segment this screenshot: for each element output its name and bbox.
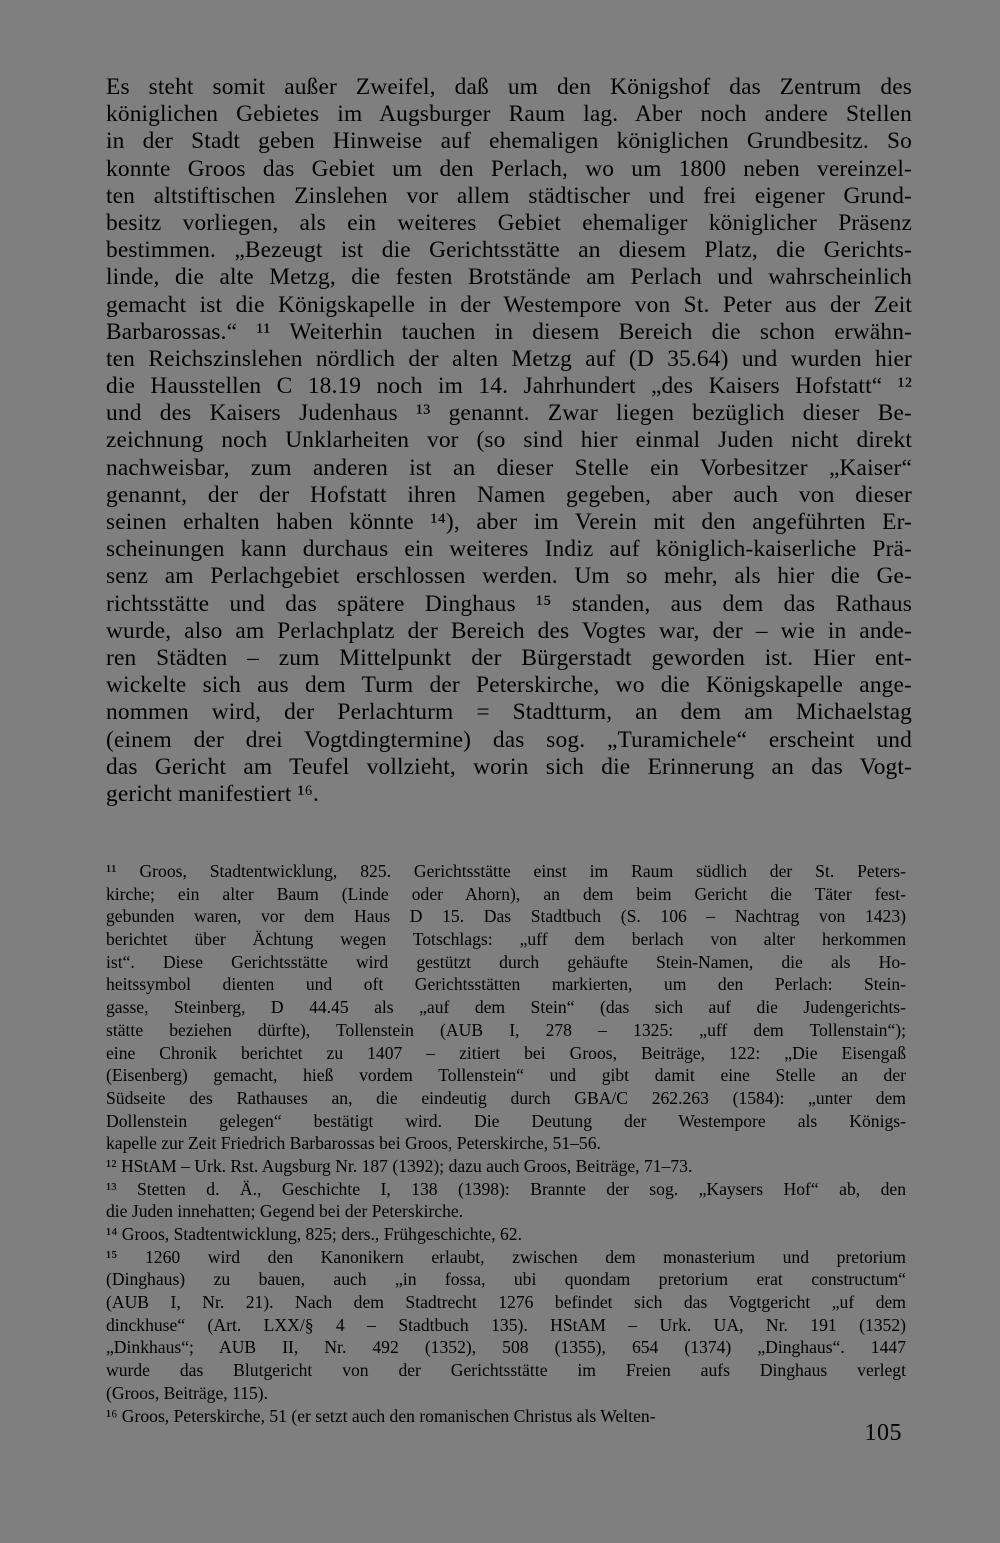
text-line: genannt, der der Hofstatt ihren Namen gegeben, aber auch von dieser — [106, 481, 912, 508]
footnote-line: (AUB I, Nr. 21). Nach dem Stadtrecht 1276 befindet sich das Vogtgericht „uf dem — [106, 1292, 906, 1313]
text-line: besitz vorliegen, als ein weiteres Gebiet ehemaliger königlicher Präsenz — [106, 209, 912, 236]
footnote-line: dinckhuse“ (Art. LXX/§ 4 – Stadtbuch 135). HStAM – Urk. UA, Nr. 191 (1352) — [106, 1314, 906, 1335]
text-line: das Gericht am Teufel vollzieht, worin sich die Erinnerung an das Vogt- — [106, 753, 912, 780]
text-line: gemacht ist die Königskapelle in der Westempore von St. Peter aus der Zeit — [106, 291, 912, 318]
footnote-line: kapelle zur Zeit Friedrich Barbarossas bei Groos, Peterskirche, 51–56. — [106, 1133, 601, 1154]
footnote-line: die Juden innehatten; Gegend bei der Peterskirche. — [106, 1201, 464, 1222]
footnote-line: gebunden waren, vor dem Haus D 15. Das Stadtbuch (S. 106 – Nachtrag von 1423) — [106, 906, 906, 927]
text-line: ren Städten – zum Mittelpunkt der Bürgerstadt geworden ist. Hier ent- — [106, 644, 912, 671]
footnote-line: gasse, Steinberg, D 44.45 als „auf dem Stein“ (das sich auf die Judengerichts- — [106, 997, 906, 1018]
text-line: (einem der drei Vogtdingtermine) das sog. „Turamichele“ erscheint und — [106, 726, 912, 753]
footnote-line: ¹⁵ 1260 wird den Kanonikern erlaubt, zwischen dem monasterium und pretorium — [106, 1246, 906, 1267]
text-line: bestimmen. „Bezeugt ist die Gerichtsstätte an diesem Platz, die Gerichts- — [106, 237, 912, 264]
footnote-line: (Dinghaus) zu bauen, auch „in fossa, ubi quondam pretorium erat constructum“ — [106, 1269, 906, 1290]
text-line: seinen erhalten haben könnte ¹⁴), aber im Verein mit den angeführten Er- — [106, 509, 912, 535]
footnote-line: ist“. Diese Gerichtsstätte wird gestützt durch gehäufte Stein-Namen, die als Ho- — [106, 951, 906, 972]
footnote-line: (Eisenberg) gemacht, hieß vordem Tollenstein“ und gibt damit eine Stelle an der — [106, 1065, 906, 1086]
text-line: richtsstätte und das spätere Dinghaus ¹⁵ standen, aus dem das Rathaus — [106, 590, 912, 617]
text-line: Barbarossas.“ ¹¹ Weiterhin tauchen in diesem Bereich die schon erwähn- — [106, 318, 912, 345]
footnote-line: ¹¹ Groos, Stadtentwicklung, 825. Gerichtsstätte einst im Raum südlich der St. Peters- — [106, 861, 906, 881]
text-line: die Hausstellen C 18.19 noch im 14. Jahrhundert „des Kaisers Hofstatt“ ¹² — [106, 373, 912, 400]
text-line: ten Reichszinslehen nördlich der alten Metzg auf (D 35.64) und wurden hier — [106, 345, 912, 372]
page-number: 105 — [864, 1420, 902, 1446]
text-line: ten altstiftischen Zinslehen vor allem städtischer und frei eigener Grund- — [106, 182, 912, 209]
text-line: wickelte sich aus dem Turm der Peterskirche, wo die Königskapelle ange- — [106, 672, 912, 699]
text-line: nommen wird, der Perlachturm = Stadtturm, an dem am Michaelstag — [106, 699, 912, 726]
text-line: königlichen Gebietes im Augsburger Raum lag. Aber noch andere Stellen — [106, 101, 912, 128]
main-text — [106, 74, 912, 808]
text-line: und des Kaisers Judenhaus ¹³ genannt. Zwar liegen bezüglich dieser Be- — [106, 400, 912, 427]
text-line: gericht manifestiert ¹⁶. — [106, 780, 319, 807]
footnote-line: (Groos, Beiträge, 115). — [106, 1382, 269, 1403]
text-line: konnte Groos das Gebiet um den Perlach, wo um 1800 neben vereinzel- — [106, 155, 912, 182]
footnote-line: eine Chronik berichtet zu 1407 – zitiert bei Groos, Beiträge, 122: „Die Eisengaß — [106, 1042, 906, 1063]
footnote-line: Dollenstein gelegen“ bestätigt wird. Die Deutung der Westempore als Königs- — [106, 1110, 906, 1131]
footnote-line: berichtet über Ächtung wegen Totschlags: „uff dem berlach von alter herkommen — [106, 929, 906, 950]
footnote-line: ¹³ Stetten d. Ä., Geschichte I, 138 (1398): Brannte der sog. „Kaysers Hof“ ab, den — [106, 1178, 906, 1199]
text-line: wurde, also am Perlachplatz der Bereich des Vogtes war, der – wie in ande- — [106, 617, 912, 644]
footnote-line: wurde das Blutgericht von der Gerichtsstätte im Freien aufs Dinghaus verlegt — [106, 1360, 906, 1381]
text-line: scheinungen kann durchaus ein weiteres Indiz auf königlich-kaiserliche Prä- — [106, 536, 912, 563]
footnote-line: Südseite des Rathauses an, die eindeutig durch GBA/C 262.263 (1584): „unter dem — [106, 1087, 906, 1108]
text-line: Es steht somit außer Zweifel, daß um den Königshof das Zentrum des — [106, 74, 912, 100]
footnote-line: ¹⁶ Groos, Peterskirche, 51 (er setzt auch den romanischen Christus als Welten- — [106, 1405, 656, 1426]
text-line: nachweisbar, zum anderen ist an dieser Stelle ein Vorbesitzer „Kaiser“ — [106, 454, 912, 481]
text-line: in der Stadt geben Hinweise auf ehemaligen königlichen Grundbesitz. So — [106, 128, 912, 155]
footnote-line: ¹² HStAM – Urk. Rst. Augsburg Nr. 187 (1392); dazu auch Groos, Beiträge, 71–73. — [106, 1155, 693, 1176]
footnote-line: ¹⁴ Groos, Stadtentwicklung, 825; ders., Frühgeschichte, 62. — [106, 1224, 523, 1244]
text-line: zeichnung noch Unklarheiten vor (so sind hier einmal Juden nicht direkt — [106, 427, 912, 454]
text-line: senz am Perlachgebiet erschlossen werden. Um so mehr, als hier die Ge- — [106, 563, 912, 590]
footnote-line: kirche; ein alter Baum (Linde oder Ahorn), an dem beim Gericht die Täter fest- — [106, 883, 906, 904]
footnote-line: heitssymbol dienten und oft Gerichtsstätten markierten, um den Perlach: Stein- — [106, 974, 906, 995]
footnotes — [106, 860, 906, 1427]
text-line: linde, die alte Metzg, die festen Brotstände am Perlach und wahrscheinlich — [106, 264, 912, 291]
footnote-line: „Dinkhaus“; AUB II, Nr. 492 (1352), 508 (1355), 654 (1374) „Dinghaus“. 1447 — [106, 1337, 906, 1358]
footnote-line: stätte beziehen dürfte), Tollenstein (AUB I, 278 – 1325: „uff dem Tollenstain“); — [106, 1019, 906, 1040]
